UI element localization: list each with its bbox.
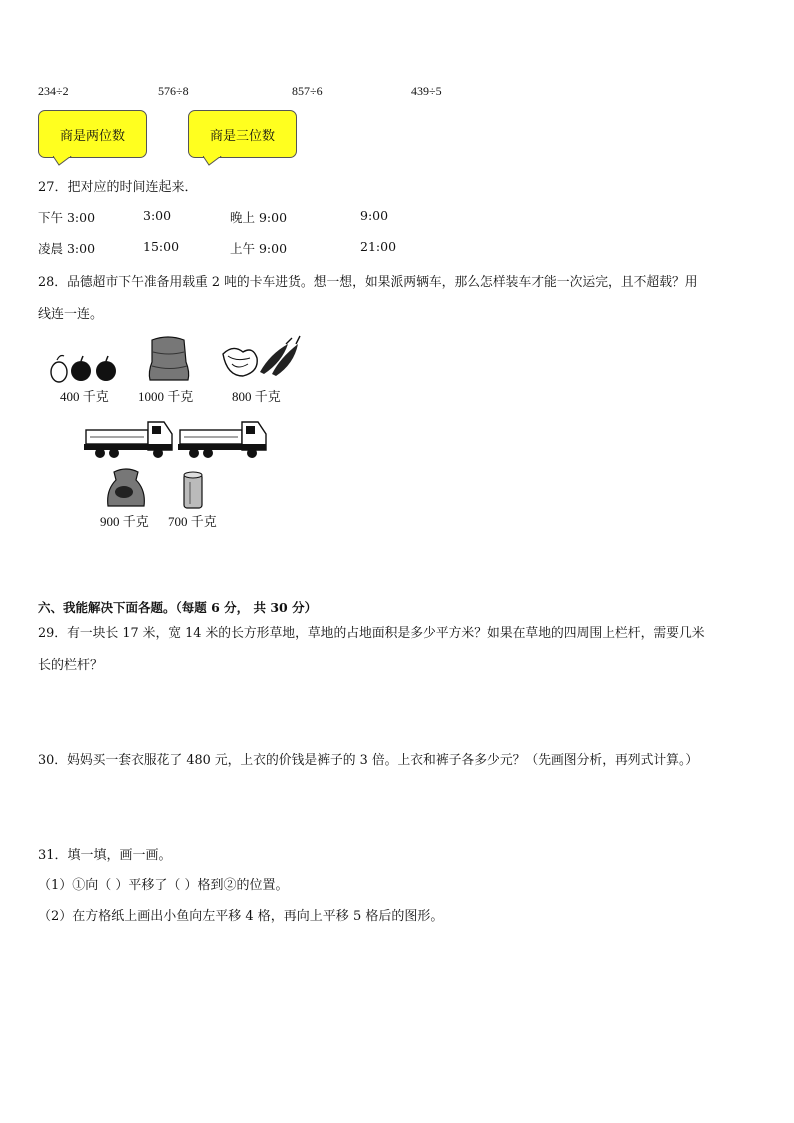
q31-part2: （2）在方格纸上画出小鱼向左平移 4 格，再向上平移 5 格后的图形。 [38, 909, 444, 924]
q30-line1: 30．妈妈买一套衣服花了 480 元，上衣的价钱是裤子的 3 倍。上衣和裤子各多少元？（先画图分析，再列式计算。） [38, 753, 699, 768]
q28-line1: 28．品德超市下午准备用载重 2 吨的卡车进货。想一想，如果派两辆车，那么怎样装车才能一次运完，且不超载？用 [38, 275, 698, 290]
sack-icon [149, 337, 188, 380]
bubble-tail-icon [203, 156, 223, 166]
fruit-icon [51, 356, 116, 383]
q29-line1: 29．有一块长 17 米，宽 14 米的长方形草地，草地的占地面积是多少平方米？如果在草地的四周围上栏杆，需要几米 [38, 626, 705, 641]
q28-line2: 线连一连。 [38, 307, 104, 322]
section-6-title: 六、我能解决下面各题。（每题 6 分， 共 30 分） [38, 600, 318, 615]
weight-label-800: 800 千克 [232, 389, 281, 404]
bucket-icon [184, 472, 202, 508]
q27-row1-c: 晚上 9:00 [230, 210, 288, 225]
q28-figure [40, 332, 320, 537]
q27-row1-b: 3:00 [143, 208, 172, 223]
q27-title: 27．把对应的时间连起来． [38, 180, 198, 195]
q27-row1-a: 下午 3:00 [38, 210, 96, 225]
expression-1: 234÷2 [38, 84, 69, 98]
expression-2: 576÷8 [158, 84, 189, 98]
weight-label-400: 400 千克 [60, 389, 109, 404]
q27-row2-a: 凌晨 3:00 [38, 241, 96, 256]
expression-4: 439÷5 [411, 84, 442, 98]
q27-row2-d: 21:00 [360, 239, 397, 254]
bubble-three-digit-label: 商是三位数 [209, 128, 275, 144]
bag-icon [108, 469, 145, 506]
weight-label-900: 900 千克 [100, 514, 149, 529]
q29-line2: 长的栏杆？ [38, 658, 104, 673]
expression-3: 857÷6 [292, 84, 323, 98]
truck-icon [84, 422, 172, 458]
q27-row1-d: 9:00 [360, 208, 389, 223]
bubble-tail-icon [53, 156, 73, 166]
q27-row2-c: 上午 9:00 [230, 241, 288, 256]
weight-label-700: 700 千克 [168, 514, 217, 529]
bubble-three-digit [188, 110, 297, 158]
bubble-two-digit [38, 110, 147, 158]
q31-title: 31．填一填，画一画。 [38, 848, 172, 863]
vegetables-icon [223, 336, 300, 376]
truck-icon [178, 422, 266, 458]
q31-part1: （1）①向（ ）平移了（ ）格到②的位置。 [38, 878, 289, 893]
bubble-two-digit-label: 商是两位数 [59, 128, 125, 144]
q27-row2-b: 15:00 [143, 239, 180, 254]
weight-label-1000: 1000 千克 [138, 389, 194, 404]
